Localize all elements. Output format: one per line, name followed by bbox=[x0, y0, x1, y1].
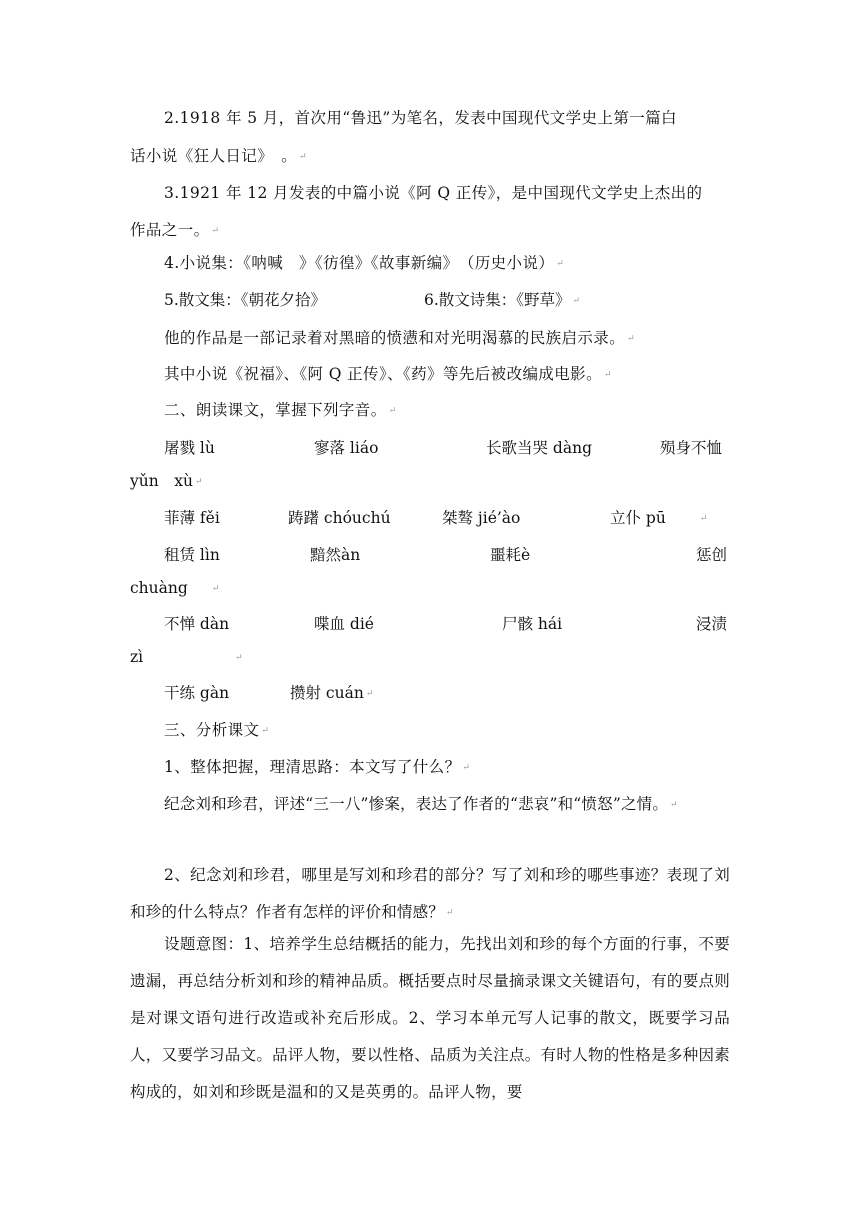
vocab-row-2 bbox=[130, 500, 730, 537]
paragraph-mark-icon: ↵ bbox=[462, 762, 471, 773]
section-heading-3: 三、分析课文 ↵ bbox=[164, 721, 270, 739]
paragraph-mark-icon: ↵ bbox=[194, 476, 203, 487]
paragraph-mark-icon: ↵ bbox=[556, 258, 565, 269]
vocab-item: 不惮 dàn bbox=[164, 615, 230, 633]
paragraph-mark-icon: ↵ bbox=[299, 151, 308, 162]
vocab-item: 尸骸 hái bbox=[502, 615, 563, 633]
vocab-item: 殒身不恤 bbox=[660, 439, 723, 457]
paragraph-mark-icon: ↵ bbox=[446, 907, 454, 918]
paragraph-mark-icon: ↵ bbox=[235, 652, 243, 663]
vocab-continuation: zì ↵ bbox=[130, 648, 243, 666]
bio-item-4: 4.小说集：《呐喊 》《彷徨》《故事新编》 （历史小说） ↵ bbox=[164, 254, 565, 272]
vocab-item: 寥落 liáo bbox=[314, 439, 379, 457]
vocab-item: 桀骜 jié’ào bbox=[442, 509, 521, 527]
question-1: 1、整体把握，理清思路：本文写了什么？ ↵ bbox=[164, 758, 471, 776]
vocab-continuation: chuàng ↵ bbox=[130, 579, 220, 597]
paragraph-mark-icon: ↵ bbox=[572, 295, 581, 306]
section-heading-2: 二、朗读课文，掌握下列字音。 ↵ bbox=[164, 401, 397, 419]
vocab-item: 长歌当哭 dàng bbox=[486, 439, 592, 457]
bio-item-3-line1: 3.1921 年 12 月发表的中篇小说《阿 Q 正传》，是中国现代文学史上杰出的 bbox=[164, 184, 703, 202]
vocab-item: 租赁 lìn bbox=[164, 546, 220, 564]
prose-poem-collection: 6.散文诗集：《野草》 ↵ bbox=[424, 291, 581, 309]
bio-item-3-line2: 作品之一。 ↵ bbox=[130, 221, 220, 239]
works-summary: 他的作品是一部记录着对黑暗的愤懑和对光明渴慕的民族启示录。 ↵ bbox=[164, 329, 636, 347]
vocab-item: 立仆 pū ↵ bbox=[610, 509, 708, 527]
vocab-row-1 bbox=[130, 430, 730, 500]
vocab-continuation: yǔn xù ↵ bbox=[130, 472, 203, 490]
paragraph-mark-icon: ↵ bbox=[388, 405, 397, 416]
prose-collection: 5.散文集：《朝花夕拾》 bbox=[164, 291, 327, 309]
vocab-item: 菲薄 fěi bbox=[164, 509, 220, 527]
paragraph-mark-icon: ↵ bbox=[603, 369, 612, 380]
vocab-item: 踌躇 chóuchú bbox=[288, 509, 391, 527]
vocab-item: 屠戮 lù bbox=[164, 439, 215, 457]
vocab-item: 黯然àn bbox=[310, 546, 361, 564]
vocab-item: 喋血 dié bbox=[314, 615, 374, 633]
vocab-item: 干练 gàn bbox=[164, 684, 230, 702]
paragraph-mark-icon: ↵ bbox=[365, 688, 374, 699]
vocab-item: 浸渍 bbox=[696, 615, 728, 633]
bio-item-2-line2: 话小说《狂人日记》 。 ↵ bbox=[130, 147, 308, 165]
paragraph-mark-icon: ↵ bbox=[261, 725, 270, 736]
design-intent-paragraph: 设题意图：1、培养学生总结概括的能力，先找出刘和珍的每个方面的行事，不要遗漏，再总结分析刘和珍的精神品质。概括要点时尽量摘录课文关键语句，有的要点则是对课文语句进行改造或补充后形成。2、学习本单元写人记事的散文，既要学习品人，又要学习品文。品评人物，要以性格、品质为关注点。有时人物的性格是多种因素构成的，如刘和珍既是温和的又是英勇的。品评人物，要 bbox=[130, 935, 730, 1101]
paragraph-mark-icon: ↵ bbox=[211, 225, 220, 236]
vocab-item: 惩创 bbox=[696, 546, 728, 564]
bio-item-5-6 bbox=[130, 282, 730, 319]
vocab-row-3 bbox=[130, 537, 730, 607]
film-adaptations: 其中小说《祝福》、《阿 Q 正传》、《药》等先后被改编成电影。 ↵ bbox=[164, 365, 612, 383]
bio-item-2-line1: 2.1918 年 5 月，首次用“鲁迅”为笔名，发表中国现代文学史上第一篇白 bbox=[164, 109, 677, 127]
paragraph-mark-icon: ↵ bbox=[670, 799, 678, 810]
answer-1: 纪念刘和珍君，评述“三一八”惨案，表达了作者的“悲哀”和“愤怒”之情。 ↵ bbox=[164, 795, 678, 813]
vocab-row-4 bbox=[130, 606, 730, 676]
vocab-item: 攒射 cuán ↵ bbox=[290, 684, 374, 702]
vocab-item: 噩耗è bbox=[490, 546, 531, 564]
paragraph-mark-icon: ↵ bbox=[627, 333, 636, 344]
question-2: 2、纪念刘和珍君，哪里是写刘和珍君的部分？写了刘和珍的哪些事迹？表现了刘和珍的什么特点？作者有怎样的评价和情感？ ↵ bbox=[130, 866, 730, 921]
paragraph-mark-icon: ↵ bbox=[211, 583, 220, 594]
vocab-row-5 bbox=[130, 675, 730, 712]
paragraph-mark-icon: ↵ bbox=[699, 513, 708, 524]
